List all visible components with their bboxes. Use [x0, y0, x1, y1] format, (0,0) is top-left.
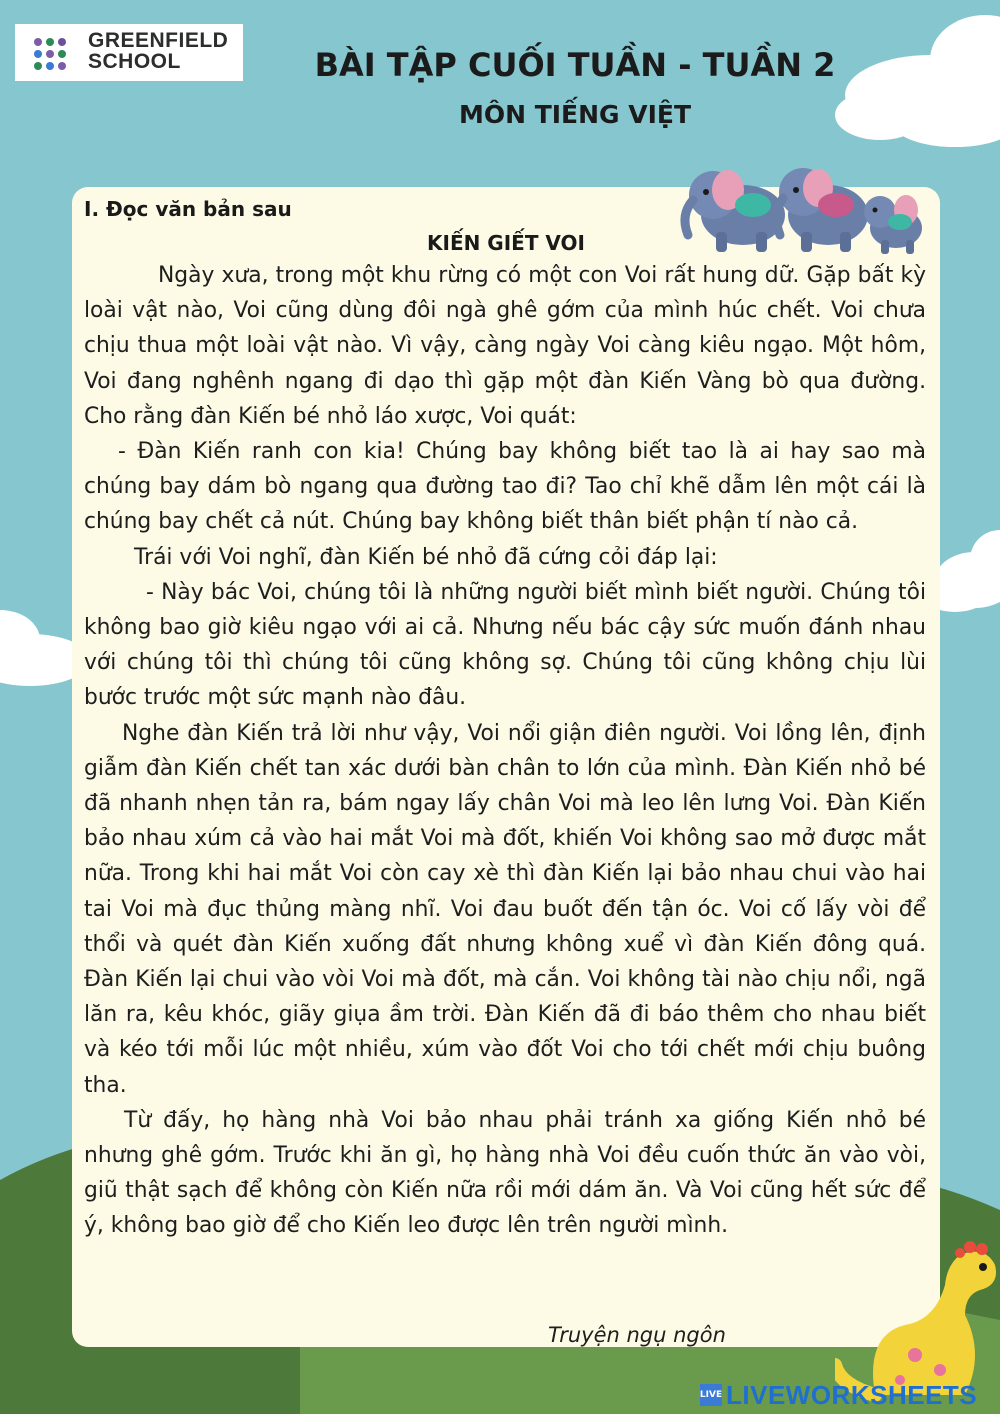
- page-subtitle: MÔN TIẾNG VIỆT: [458, 100, 692, 129]
- story-title: KIẾN GIẾT VOI: [427, 231, 585, 255]
- section-label: I. Đọc văn bản sau: [84, 197, 292, 221]
- story-text: [84, 258, 926, 1244]
- watermark-text: LIVEWORKSHEETS: [726, 1379, 978, 1410]
- watermark-badge: LIVE: [700, 1384, 722, 1406]
- story-paragraph: Trái với Voi nghĩ, đàn Kiến bé nhỏ đã cứng cỏi đáp lại:: [134, 544, 718, 570]
- logo-dots-icon: [15, 24, 75, 81]
- page-title: BÀI TẬP CUỐI TUẦN - TUẦN 2: [314, 46, 836, 84]
- dinosaur-icon: [835, 1241, 996, 1395]
- story-paragraph: Nghe đàn Kiến trả lời như vậy, Voi nổi giận điên người. Voi lồng lên, định giẫm đàn Kiến chết tan xác dưới bàn chân to lớn của mình. Đàn Kiến nhỏ bé đã nhanh nhẹn tản ra, bám ngay lấy chân Voi mà leo lên lưng Voi. Đàn Kiến bảo nhau xúm cả vào hai mắt Voi mà đốt, khiến Voi không sao mở được mắt nữa. Trong khi hai mắt Voi còn cay xè thì đàn Kiến lại bảo nhau chui vào hai tai Voi mà đục thủng màng nhĩ. Voi đau buốt đến tận óc. Voi cố lấy vòi để thổi và quét đàn Kiến xuống đất nhưng không xuể vì đàn Kiến đông quá. Đàn Kiến lại chui vào vòi Voi mà đốt, mà cắn. Voi không tài nào chịu nổi, ngã lăn ra, kêu khóc, giãy giụa ầm trời. Đàn Kiến đã đi báo thêm cho nhau biết và kéo tới mỗi lúc một nhiều, xúm vào đốt Voi cho tới chết mới chịu buông tha.: [84, 720, 926, 1098]
- story-paragraph: Ngày xưa, trong một khu rừng có một con Voi rất hung dữ. Gặp bất kỳ loài vật nào, Voi cũng dùng đôi ngà ghê gớm của mình húc chết. Voi chưa chịu thua một loài vật nào. Vì vậy, càng ngày Voi càng kiêu ngạo. Một hôm, Voi đang nghênh ngang đi dạo thì gặp một đàn Kiến Vàng bò qua đường. Cho rằng đàn Kiến bé nhỏ láo xược, Voi quát:: [84, 263, 926, 429]
- story-paragraph: Từ đấy, họ hàng nhà Voi bảo nhau phải tránh xa giống Kiến nhỏ bé nhưng ghê gớm. Trước khi ăn gì, họ hàng nhà Voi đều cuốn thức ăn vào vòi, giũ thật sạch để không còn Kiến nữa rồi mới dám ăn. Và Voi cũng hết sức để ý, không bao giờ để cho Kiến leo được lên trên người mình.: [84, 1107, 926, 1239]
- school-name: [88, 30, 228, 72]
- story-source: Truyện ngụ ngôn: [548, 1323, 726, 1347]
- watermark: [700, 1380, 977, 1410]
- school-name-line1: GREENFIELD: [88, 29, 229, 52]
- school-logo: [15, 24, 243, 81]
- dinosaur-illustration: [835, 1225, 1000, 1405]
- school-name-line2: SCHOOL: [88, 50, 181, 73]
- story-paragraph: - Đàn Kiến ranh con kia! Chúng bay không biết tao là ai hay sao mà chúng bay dám bò ngang qua đường tao đi? Tao chỉ khẽ dẫm lên một cái là chúng bay chết cả nút. Chúng bay không biết thân biết phận tí nào cả.: [84, 439, 926, 535]
- story-paragraph: - Này bác Voi, chúng tôi là những người biết mình biết người. Chúng tôi không bao giờ kiêu ngạo với ai cả. Nhưng nếu bác cậy sức muốn đánh nhau với chúng tôi thì chúng tôi cũng không sợ. Chúng tôi cũng không chịu lùi bước trước một sức mạnh nào đâu.: [84, 579, 926, 711]
